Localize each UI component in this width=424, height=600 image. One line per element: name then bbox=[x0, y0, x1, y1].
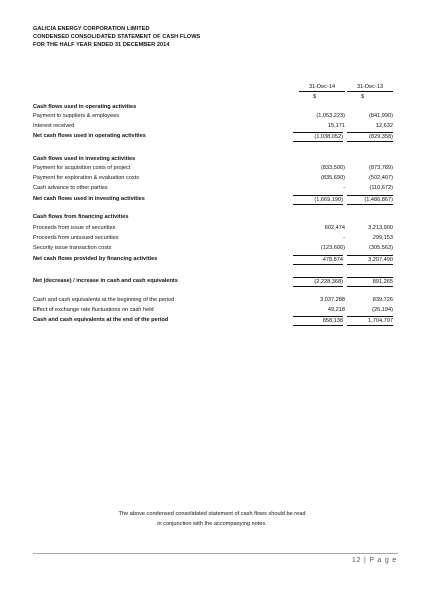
row-label: Payment for exploration & evaluation costs bbox=[33, 175, 140, 181]
table-row bbox=[33, 122, 393, 131]
value-2013: 299,153 bbox=[372, 235, 393, 241]
page-number: 12 | P a g e bbox=[351, 557, 397, 564]
row-label: Effect of exchange rate fluctuations on cash held bbox=[33, 307, 154, 313]
table-row bbox=[33, 244, 393, 253]
period-title: FOR THE HALF YEAR ENDED 31 DECEMBER 2014 bbox=[33, 41, 170, 48]
row-label: Net cash flows used in operating activities bbox=[33, 133, 146, 139]
value-2013: (26,194) bbox=[372, 307, 393, 313]
value-2014: (1,053,223) bbox=[316, 113, 345, 119]
value-2013: 3,207,490 bbox=[347, 255, 393, 265]
section-heading-investing bbox=[33, 155, 393, 164]
table-row bbox=[33, 112, 393, 121]
total-row-financing bbox=[33, 255, 393, 264]
value-2014: 15,171 bbox=[327, 123, 345, 129]
value-2014: 3,037,288 bbox=[320, 297, 345, 303]
total-row-net-change bbox=[33, 277, 393, 286]
table-row bbox=[33, 184, 393, 193]
row-label: Cash flows used in operating activities bbox=[33, 104, 137, 110]
row-label: Interest received bbox=[33, 123, 75, 129]
row-label: Cash and cash equivalents at the beginning of the period bbox=[33, 297, 175, 303]
column-label: 31-Dec-13 bbox=[347, 84, 393, 92]
table-row bbox=[33, 174, 393, 183]
currency-symbol: $ bbox=[361, 94, 365, 100]
section-heading-financing bbox=[33, 213, 393, 222]
value-2014: 478,874 bbox=[293, 255, 343, 265]
value-2014: 858,138 bbox=[293, 316, 343, 326]
table-row bbox=[33, 296, 393, 305]
value-2014: (1,038,052) bbox=[293, 132, 343, 142]
value-2013: 839,726 bbox=[372, 297, 393, 303]
row-label: Payment to suppliers & employees bbox=[33, 113, 120, 119]
row-label: Security issue transaction costs bbox=[33, 245, 112, 251]
footnote bbox=[0, 510, 424, 529]
company-name: GALICIA ENERGY CORPORATION LIMITED bbox=[33, 26, 150, 32]
value-2014: - bbox=[343, 185, 345, 191]
value-2013: (841,990) bbox=[369, 113, 393, 119]
value-2014: (2,228,368) bbox=[293, 277, 343, 287]
row-label: Cash flows used in investing activities bbox=[33, 156, 136, 162]
value-2013: 3,213,900 bbox=[368, 225, 393, 231]
table-row bbox=[33, 306, 393, 315]
value-2013: (873,789) bbox=[369, 165, 393, 171]
statement-title: CONDENSED CONSOLIDATED STATEMENT OF CASH FLOWS bbox=[33, 33, 201, 40]
row-label: Payment for acquisition costs of project bbox=[33, 165, 131, 171]
row-label: Cash flows from financing activities bbox=[33, 214, 129, 220]
table-row bbox=[33, 234, 393, 243]
row-label: Net cash flows provided by financing activities bbox=[33, 256, 158, 262]
footer-divider bbox=[33, 553, 398, 554]
row-label: Proceeds from issue of securities bbox=[33, 225, 116, 231]
row-label: Cash and cash equivalents at the end of the period bbox=[33, 317, 169, 323]
table-row bbox=[33, 164, 393, 173]
value-2014: 602,474 bbox=[324, 225, 345, 231]
total-row-closing-cash bbox=[33, 316, 393, 325]
footnote-line: in conjunction with the accompanying notes. bbox=[157, 520, 267, 527]
value-2014: - bbox=[343, 235, 345, 241]
table-row bbox=[33, 224, 393, 233]
document-header bbox=[33, 26, 200, 49]
footnote-line: The above condensed consolidated statement of cash flows should be read bbox=[118, 511, 306, 517]
value-2014: (123,600) bbox=[321, 245, 345, 251]
row-label: Proceeds from unissued securities bbox=[33, 235, 119, 241]
value-2013: 891,265 bbox=[347, 277, 393, 287]
value-2014: 49,218 bbox=[327, 307, 345, 313]
value-2013: (305,563) bbox=[369, 245, 393, 251]
row-label: Net cash flows used in investing activities bbox=[33, 196, 145, 202]
total-row-operating bbox=[33, 132, 393, 141]
row-label: Net (decrease) / increase in cash and cash equivalents bbox=[33, 278, 178, 284]
value-2014: (833,500) bbox=[321, 165, 345, 171]
value-2013: (1,486,867) bbox=[347, 195, 393, 205]
value-2013: (110,672) bbox=[369, 185, 393, 191]
value-2013: 1,704,797 bbox=[347, 316, 393, 326]
row-label: Cash advance to other parties bbox=[33, 185, 108, 191]
value-2013: (829,358) bbox=[347, 132, 393, 142]
column-header-2013 bbox=[333, 84, 393, 100]
column-label: 31-Dec-14 bbox=[299, 84, 345, 92]
section-heading-operating bbox=[33, 103, 393, 112]
value-2013: 12,632 bbox=[375, 123, 393, 129]
value-2014: (1,669,190) bbox=[293, 195, 343, 205]
value-2013: (502,407) bbox=[369, 175, 393, 181]
value-2014: (835,690) bbox=[321, 175, 345, 181]
currency-symbol: $ bbox=[313, 94, 317, 100]
total-row-investing bbox=[33, 195, 393, 204]
